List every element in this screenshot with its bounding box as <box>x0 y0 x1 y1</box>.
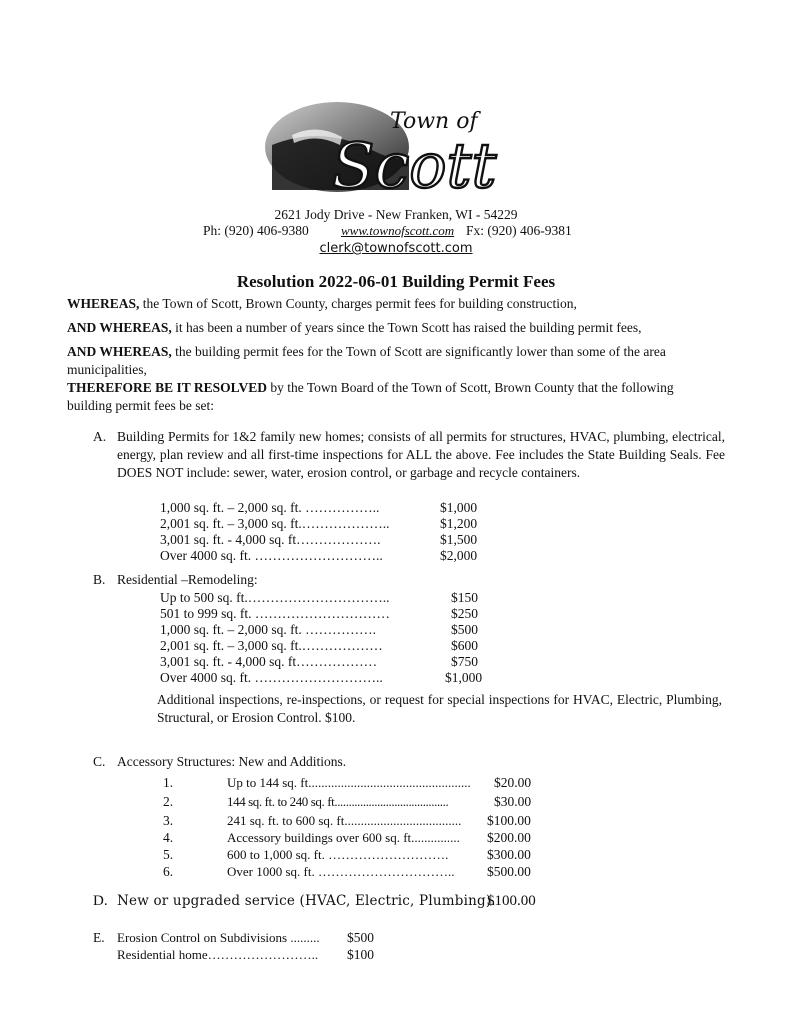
fee-value: $600 <box>451 638 478 653</box>
email-link[interactable]: clerk@townofscott.com <box>319 241 473 256</box>
fee-label: Residential home…………………….. <box>117 947 319 962</box>
fee-label: 2,001 sq. ft. – 3,000 sq. ft.……………… <box>160 638 383 653</box>
section-letter: D. <box>93 893 108 909</box>
section-b-note: Additional inspections, re-inspections, or request for special inspections for HVAC, Electric, Plumbing, Structural, or Erosion Control. $100. <box>157 692 722 725</box>
fee-value: $200.00 <box>487 830 531 845</box>
fee-value: $150 <box>451 590 478 605</box>
fee-value: $30.00 <box>494 794 532 809</box>
section-d-text: New or upgraded service (HVAC, Electric, Plumbing). <box>117 893 496 909</box>
section-letter: B. <box>93 572 106 587</box>
fee-value: $250 <box>451 606 478 621</box>
fee-value: $1,500 <box>440 532 478 547</box>
fee-label: Erosion Control on Subdivisions ......... <box>117 930 320 945</box>
fee-label: 2,001 sq. ft. – 3,000 sq. ft.……………….. <box>160 516 390 531</box>
town-logo <box>262 95 562 195</box>
section-d-fee: $100.00 <box>487 893 536 909</box>
fee-value: $750 <box>451 654 478 669</box>
fee-label: 3,001 sq. ft. - 4,000 sq. ft………………. <box>160 532 381 547</box>
fee-value: $100.00 <box>487 813 531 828</box>
row-number: 4. <box>163 830 174 845</box>
fee-label: Accessory buildings over 600 sq. ft............... <box>227 830 460 845</box>
fee-label: 241 sq. ft. to 600 sq. ft.................................... <box>227 813 462 828</box>
row-number: 1. <box>163 775 174 790</box>
logo-text-top: Town of <box>390 109 478 134</box>
fee-value: $1,000 <box>440 500 478 515</box>
section-letter: E. <box>93 930 105 945</box>
website-link[interactable]: www.townofscott.com <box>341 223 455 238</box>
fax: Fx: (920) 406-9381 <box>466 223 572 238</box>
fee-value: $20.00 <box>494 775 532 790</box>
fee-value: $1,000 <box>445 670 483 685</box>
fee-label: Over 4000 sq. ft. ……………………….. <box>160 548 383 563</box>
row-number: 2. <box>163 794 174 809</box>
fee-value: $500.00 <box>487 864 531 879</box>
resolved: THEREFORE BE IT RESOLVED by the Town Board of the Town of Scott, Brown County that the following building permit fees be set: <box>67 380 674 413</box>
fee-label: 3,001 sq. ft. - 4,000 sq. ft……………… <box>160 654 378 669</box>
row-number: 6. <box>163 864 174 879</box>
section-letter: A. <box>93 429 107 444</box>
fee-value: $1,200 <box>440 516 478 531</box>
row-number: 3. <box>163 813 174 828</box>
row-number: 5. <box>163 847 174 862</box>
fee-label: 600 to 1,000 sq. ft. ………………………. <box>227 847 449 862</box>
page-title: Resolution 2022-06-01 Building Permit Fees <box>236 272 556 291</box>
whereas-1: WHEREAS, the Town of Scott, Brown County, charges permit fees for building construction, <box>67 296 577 311</box>
fee-label: 1,000 sq. ft. – 2,000 sq. ft. …………….. <box>160 500 380 515</box>
fee-value: $500 <box>451 622 478 637</box>
fee-label: Over 1000 sq. ft. ………………………….. <box>227 864 455 879</box>
fee-value: $100 <box>347 947 374 962</box>
fee-value: $2,000 <box>440 548 478 563</box>
fee-value: $300.00 <box>487 847 531 862</box>
phone: Ph: (920) 406-9380 <box>203 223 309 238</box>
fee-label: 144 sq. ft. to 240 sq. ft........................................ <box>227 794 449 809</box>
section-a-text: Building Permits for 1&2 family new homes; consists of all permits for structures, HVAC, plumbing, electrical, energy, plan review and all first-time inspections for ALL the above. Fee includes the State Building Seals. Fee DOES NOT include: sewer, water, erosion control, or garbage and recycle containers. <box>117 429 725 480</box>
section-a <box>95 428 725 482</box>
fee-label: 1,000 sq. ft. – 2,000 sq. ft. ……………. <box>160 622 376 637</box>
fee-value: $500 <box>347 930 374 945</box>
section-b-heading: Residential –Remodeling: <box>117 572 258 587</box>
fee-label: 501 to 999 sq. ft. ………………………… <box>160 606 390 621</box>
section-letter: C. <box>93 754 106 769</box>
section-c-heading: Accessory Structures: New and Additions. <box>117 754 347 769</box>
fee-label: Over 4000 sq. ft. ……………………….. <box>160 670 383 685</box>
logo-text-main: Scott <box>332 129 497 195</box>
whereas-3: AND WHEREAS, the building permit fees for the Town of Scott are significantly lower than some of the area municipalities, <box>67 344 666 377</box>
address: 2621 Jody Drive - New Franken, WI - 54229 <box>274 207 518 222</box>
fee-label: Up to 500 sq. ft.………………………….. <box>160 590 390 605</box>
whereas-2: AND WHEREAS, it has been a number of years since the Town Scott has raised the building permit fees, <box>67 320 642 335</box>
fee-label: Up to 144 sq. ft.................................................. <box>227 775 471 790</box>
